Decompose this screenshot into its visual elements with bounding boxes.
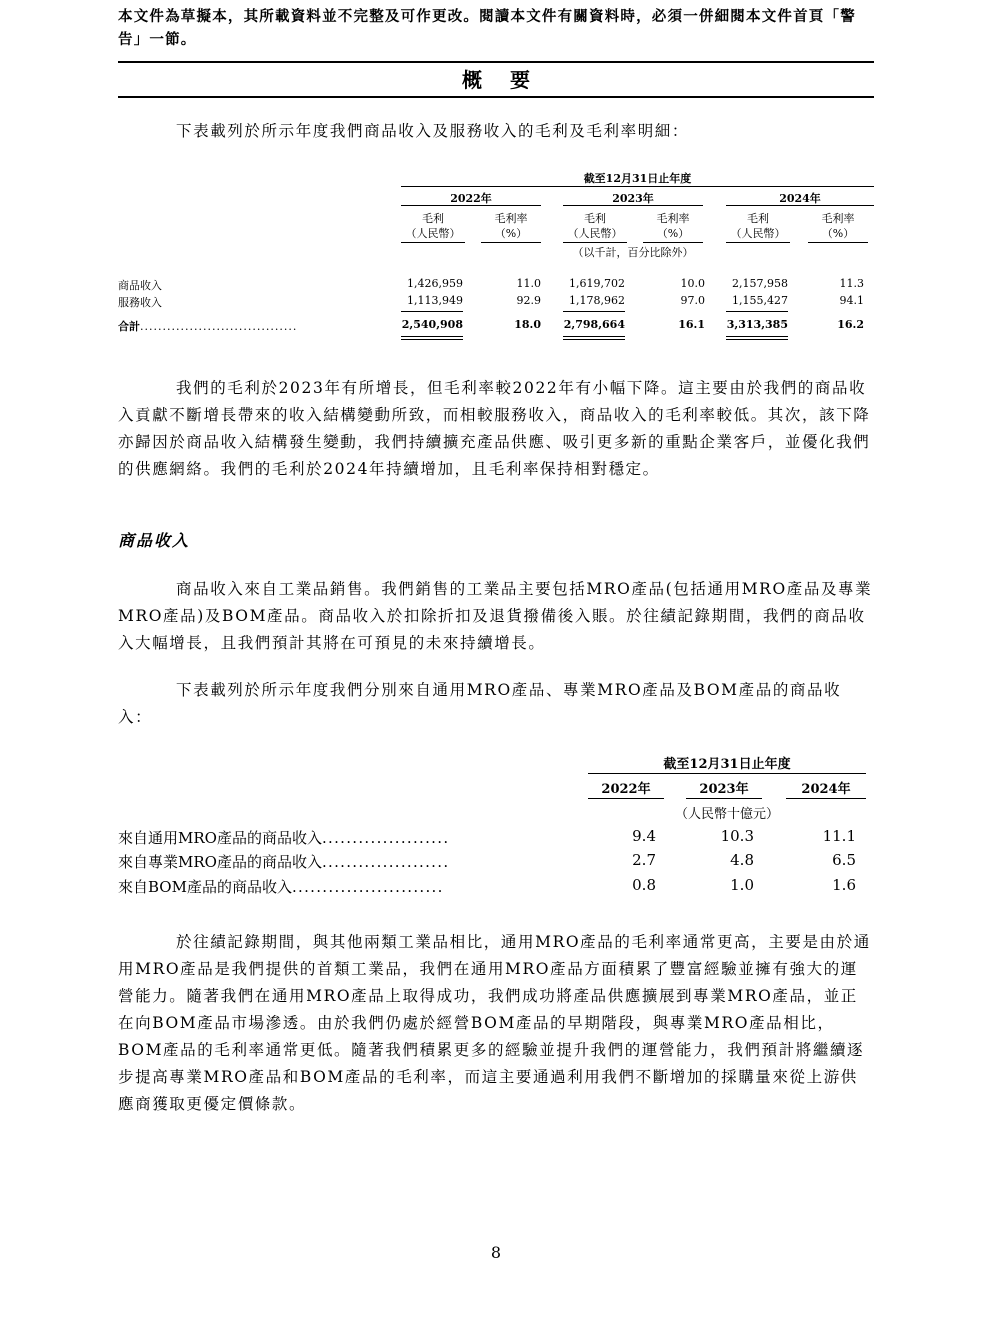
table-cell: 2.7 <box>632 851 656 869</box>
table2-intro-paragraph: 下表載列於所示年度我們分別來自通用MRO產品、專業MRO產品及BOM產品的商品收入： <box>118 681 842 726</box>
total-cell: 18.0 <box>514 318 541 331</box>
year-rule <box>686 798 762 799</box>
total-rule <box>726 336 788 337</box>
draft-warning: 本文件為草擬本，其所載資料並不完整及可作更改。閱讀本文件有關資料時，必須一併細閱本文件首頁「警告」一節。 <box>118 8 856 48</box>
table-cell: 1,113,949 <box>407 294 463 307</box>
table-cell: 0.8 <box>632 876 656 894</box>
leader-dots: ................................... <box>140 320 298 333</box>
col-rule <box>401 242 465 243</box>
table-cell: 1,426,959 <box>407 277 463 290</box>
table-cell: 11.0 <box>516 277 541 290</box>
table-cell: 94.1 <box>839 294 864 307</box>
total-cell: 16.2 <box>837 318 864 331</box>
period-header: 截至12月31日止年度 <box>663 757 791 772</box>
year-rule <box>726 205 874 206</box>
leader-dots: ..................... <box>321 853 450 871</box>
row-label: 商品收入 <box>118 279 162 292</box>
subtotal-rule <box>563 311 625 312</box>
row-label: 服務收入 <box>118 296 162 309</box>
year-rule <box>401 205 541 206</box>
page-number: 8 <box>490 1243 502 1262</box>
total-rule <box>563 336 625 337</box>
total-cell: 16.1 <box>678 318 705 331</box>
col-gross-profit-unit: （人民幣） <box>405 227 461 240</box>
col-gross-profit: 毛利 <box>584 212 606 225</box>
subtotal-rule <box>726 311 788 312</box>
row-label: 來自BOM產品的商品收入 <box>118 878 292 896</box>
col-gross-margin-unit: （%） <box>821 227 855 240</box>
total-cell: 2,798,664 <box>563 318 625 331</box>
year-rule <box>563 205 703 206</box>
table-cell: 97.0 <box>680 294 705 307</box>
subtotal-rule <box>401 311 463 312</box>
col-gross-profit: 毛利 <box>422 212 444 225</box>
total-cell: 3,313,385 <box>726 318 788 331</box>
year-2024-header: 2024年 <box>779 192 821 205</box>
table-cell: 10.0 <box>680 277 705 290</box>
year-rule <box>786 798 866 799</box>
intro-paragraph: 下表載列於所示年度我們商品收入及服務收入的毛利及毛利率明細： <box>176 122 690 140</box>
table-row-label <box>118 876 444 897</box>
period-header: 截至12月31日止年度 <box>583 172 692 185</box>
col-gross-margin: 毛利率 <box>821 212 855 225</box>
year-2022-header: 2022年 <box>601 782 651 797</box>
table-cell: 4.8 <box>730 851 754 869</box>
gross-profit-paragraph: 我們的毛利於2023年有所增長，但毛利率較2022年有小幅下降。這主要由於我們的商品收入貢獻不斷增長帶來的收入結構變動所致，而相較服務收入，商品收入的毛利率較低。其次，該下降亦歸因於商品收入結構發生變動，我們持續擴充產品供應、吸引更多新的重點企業客戶，並優化我們的供應網絡。我們的毛利於2024年持續增加，且毛利率保持相對穩定。 <box>118 379 871 478</box>
col-rule <box>481 242 541 243</box>
year-2023-header: 2023年 <box>699 782 749 797</box>
total-rule <box>563 339 625 340</box>
col-gross-profit-unit: （人民幣） <box>567 227 623 240</box>
leader-dots: ......................... <box>291 878 444 896</box>
margin-comparison-paragraph: 於往績記錄期間，與其他兩類工業品相比，通用MRO產品的毛利率通常更高，主要是由於通用MRO產品是我們提供的首類工業品，我們在通用MRO產品方面積累了豐富經驗並擁有強大的運營能力。隨著我們在通用MRO產品上取得成功，我們成功將產品供應擴展到專業MRO產品，並正在向BOM產品市場滲透。由於我們仍處於經營BOM產品的早期階段，與專業MRO產品相比，BOM產品的毛利率通常更低。隨著我們積累更多的經驗並提升我們的運營能力，我們預計將繼續逐步提高專業MRO產品和BOM產品的毛利率，而這主要通過利用我們不斷增加的採購量來從上游供應商獲取更優定價條款。 <box>118 933 871 1113</box>
table-cell: 1,178,962 <box>569 294 625 307</box>
table-cell: 9.4 <box>632 827 656 845</box>
col-gross-margin-unit: （%） <box>656 227 690 240</box>
row-label: 來自通用MRO產品的商品收入 <box>118 829 322 847</box>
period-header-rule <box>401 186 874 187</box>
table-row-label <box>118 851 449 872</box>
col-gross-margin-unit: （%） <box>494 227 528 240</box>
section-title: 概要 <box>462 68 558 92</box>
table-cell: 1,619,702 <box>569 277 625 290</box>
unit-note: （人民幣十億元） <box>674 807 779 822</box>
table-cell: 11.3 <box>839 277 864 290</box>
table-row-label <box>118 827 449 848</box>
table-cell: 6.5 <box>832 851 856 869</box>
col-gross-profit: 毛利 <box>747 212 769 225</box>
table-cell: 11.1 <box>822 827 856 845</box>
year-2023-header: 2023年 <box>612 192 654 205</box>
title-rule-top <box>118 61 874 63</box>
leader-dots: ..................... <box>321 829 450 847</box>
year-rule <box>588 798 664 799</box>
table-cell: 10.3 <box>720 827 754 845</box>
col-rule <box>808 242 868 243</box>
col-gross-profit-unit: （人民幣） <box>730 227 786 240</box>
title-rule-bottom <box>118 96 874 98</box>
unit-note: （以千計，百分比除外） <box>572 246 694 259</box>
table-cell: 2,157,958 <box>732 277 788 290</box>
goods-revenue-paragraph: 商品收入來自工業品銷售。我們銷售的工業品主要包括MRO產品(包括通用MRO產品及專業MRO產品)及BOM產品。商品收入於扣除折扣及退貨撥備後入賬。於往績記錄期間，我們的商品收入大幅增長，且我們預計其將在可預見的未來持續增長。 <box>118 580 873 652</box>
total-rule <box>726 339 788 340</box>
row-label: 來自專業MRO產品的商品收入 <box>118 853 322 871</box>
col-gross-margin: 毛利率 <box>494 212 528 225</box>
table-cell: 1,155,427 <box>732 294 788 307</box>
total-cell: 2,540,908 <box>401 318 463 331</box>
total-rule <box>401 336 463 337</box>
col-rule <box>643 242 703 243</box>
period-header-rule <box>588 773 866 774</box>
col-rule <box>726 242 790 243</box>
total-rule <box>401 339 463 340</box>
goods-revenue-heading: 商品收入 <box>118 531 191 550</box>
total-label <box>118 318 297 334</box>
year-2022-header: 2022年 <box>450 192 492 205</box>
col-rule <box>563 242 627 243</box>
col-gross-margin: 毛利率 <box>656 212 690 225</box>
total-label-text: 合計 <box>118 320 140 333</box>
year-2024-header: 2024年 <box>801 782 851 797</box>
table-cell: 1.6 <box>832 876 856 894</box>
table-cell: 1.0 <box>730 876 754 894</box>
table-cell: 92.9 <box>516 294 541 307</box>
